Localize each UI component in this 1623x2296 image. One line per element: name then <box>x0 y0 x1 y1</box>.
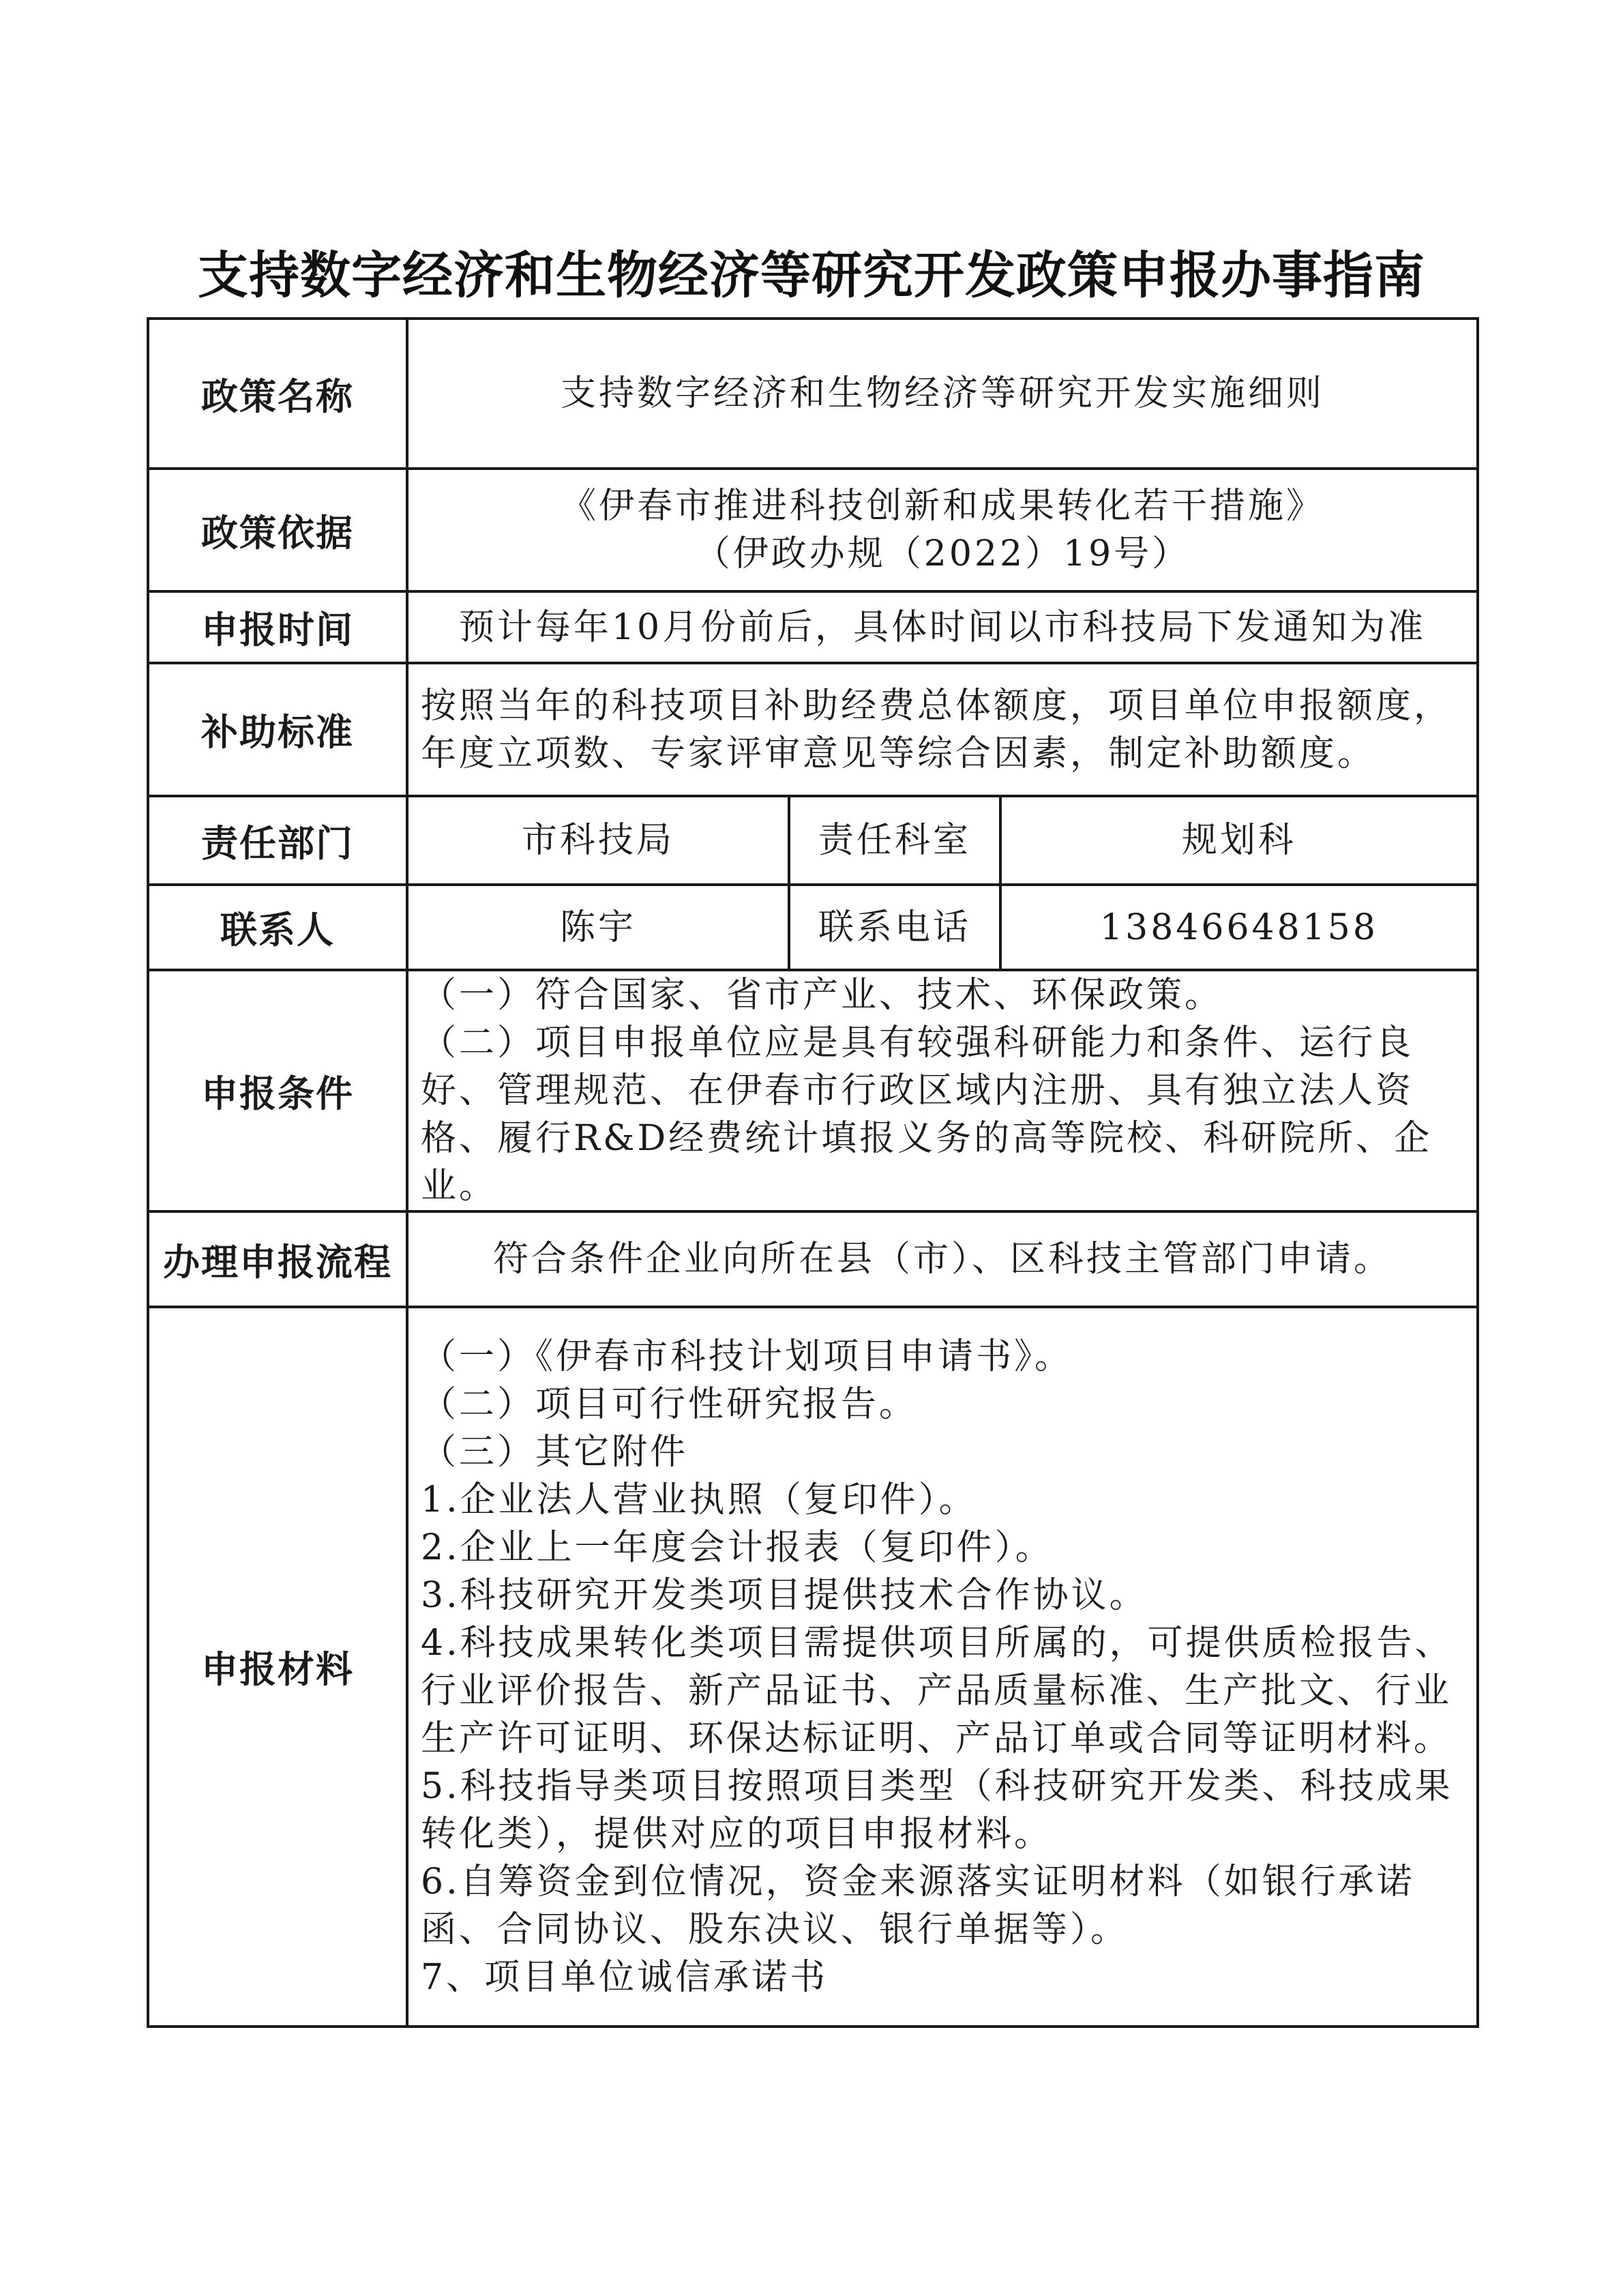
office-value: 规划科 <box>1000 796 1478 885</box>
process-label: 办理申报流程 <box>148 1211 407 1307</box>
subsidy-standard-value: 按照当年的科技项目补助经费总体额度，项目单位申报额度，年度立项数、专家评审意见等综合因素，制定补助额度。 <box>407 663 1478 796</box>
row-subsidy-standard <box>148 663 1478 796</box>
contact-value: 陈宇 <box>407 885 789 970</box>
materials-label: 申报材料 <box>148 1307 407 2027</box>
row-policy-basis <box>148 469 1478 591</box>
material-item: 2.企业上一年度会计报表（复印件）。 <box>421 1527 1054 1568</box>
condition-item: （二）项目申报单位应是具有较强科研能力和条件、运行良好、管理规范、在伊春市行政区域内注册、具有独立法人资格、履行R&D经费统计填报义务的高等院校、科研院所、企业。 <box>421 1022 1433 1207</box>
materials-value <box>407 1307 1478 2027</box>
row-materials <box>148 1307 1478 2027</box>
department-value: 市科技局 <box>407 796 789 885</box>
apply-time-label: 申报时间 <box>148 591 407 663</box>
material-item: （三）其它附件 <box>421 1431 689 1473</box>
phone-value: 13846648158 <box>1000 885 1478 970</box>
row-process <box>148 1211 1478 1307</box>
row-conditions <box>148 970 1478 1211</box>
phone-label: 联系电话 <box>789 885 1000 970</box>
material-item: 3.科技研究开发类项目提供技术合作协议。 <box>421 1574 1148 1616</box>
conditions-value <box>407 970 1478 1211</box>
policy-name-value: 支持数字经济和生物经济等研究开发实施细则 <box>407 319 1478 469</box>
material-item: 4.科技成果转化类项目需提供项目所属的，可提供质检报告、行业评价报告、新产品证书、产品质量标准、生产批文、行业生产许可证明、环保达标证明、产品订单或合同等证明材料。 <box>421 1622 1453 1759</box>
row-policy-name <box>148 319 1478 469</box>
policy-basis-line: （伊政办规（2022）19号） <box>694 533 1191 574</box>
office-label: 责任科室 <box>789 796 1000 885</box>
row-apply-time <box>148 591 1478 663</box>
conditions-label: 申报条件 <box>148 970 407 1211</box>
policy-basis-line: 《伊春市推进科技创新和成果转化若干措施》 <box>560 486 1324 527</box>
material-item: 5.科技指导类项目按照项目类型（科技研究开发类、科技成果转化类），提供对应的项目申报材料。 <box>421 1765 1453 1855</box>
page-title: 支持数字经济和生物经济等研究开发政策申报办事指南 <box>198 246 1425 305</box>
policy-basis-value <box>407 469 1478 591</box>
apply-time-value: 预计每年10月份前后，具体时间以市科技局下发通知为准 <box>407 591 1478 663</box>
policy-name-label: 政策名称 <box>148 319 407 469</box>
guide-table <box>147 317 1479 2028</box>
department-label: 责任部门 <box>148 796 407 885</box>
policy-basis-label: 政策依据 <box>148 469 407 591</box>
subsidy-standard-label: 补助标准 <box>148 663 407 796</box>
material-item: 1.企业法人营业执照（复印件）。 <box>421 1479 977 1520</box>
material-item: 7、项目单位诚信承诺书 <box>421 1956 829 1998</box>
row-contact <box>148 885 1478 970</box>
material-item: （一）《伊春市科技计划项目申请书》。 <box>421 1336 1073 1377</box>
row-department <box>148 796 1478 885</box>
material-item: 6.自筹资金到位情况，资金来源落实证明材料（如银行承诺函、合同协议、股东决议、银行单据等）。 <box>421 1861 1415 1950</box>
condition-item: （一）符合国家、省市产业、技术、环保政策。 <box>421 975 1223 1016</box>
process-value: 符合条件企业向所在县（市）、区科技主管部门申请。 <box>407 1211 1478 1307</box>
contact-label: 联系人 <box>148 885 407 970</box>
material-item: （二）项目可行性研究报告。 <box>421 1383 918 1425</box>
